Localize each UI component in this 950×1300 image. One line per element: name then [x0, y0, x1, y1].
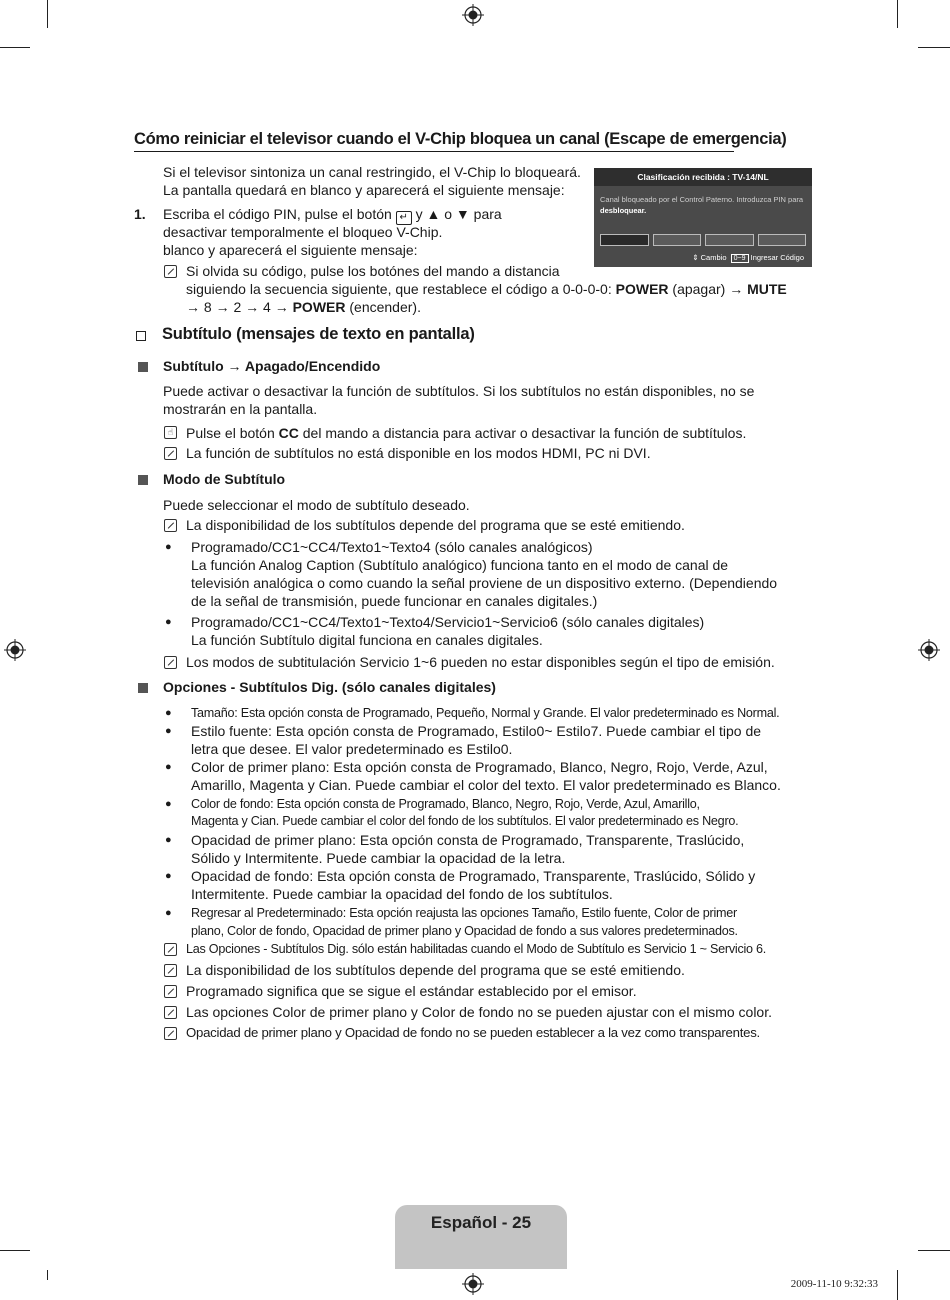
crop-mark [918, 47, 950, 48]
body-text: mostrarán en la pantalla. [163, 401, 318, 417]
osd-cambio: Cambio [700, 253, 727, 262]
pin-field[interactable] [758, 234, 807, 246]
list-item: letra que desee. El valor predeterminado es Estilo0. [191, 741, 513, 757]
checkbox-bullet-icon [136, 331, 146, 341]
crop-mark [0, 1250, 30, 1251]
note-text [186, 280, 787, 298]
crop-mark [897, 0, 898, 28]
note-text [186, 298, 421, 316]
registration-mark-icon [462, 4, 484, 26]
remote-button-icon: ☝ [164, 426, 177, 439]
step-text: y ▲ o ▼ para [415, 206, 502, 222]
square-bullet-icon [138, 475, 148, 485]
note-icon [164, 265, 177, 278]
subsection-heading: Modo de Subtítulo [163, 471, 286, 487]
pin-field[interactable] [600, 234, 649, 246]
bullet-icon: ● [165, 907, 172, 919]
list-item: Programado/CC1~CC4/Texto1~Texto4 (sólo canales analógicos) [191, 539, 593, 555]
intro-line: Si el televisor sintoniza un canal restringido, el V-Chip lo bloqueará. [163, 164, 581, 180]
note-text: La disponibilidad de los subtítulos depende del programa que se esté emitiendo. [186, 517, 685, 533]
note-text-part: (encender). [345, 299, 421, 315]
pin-field[interactable] [705, 234, 754, 246]
list-item: Opacidad de fondo: Esta opción consta de Programado, Transparente, Traslúcido, Sólido y [191, 868, 756, 884]
osd-key: 0~9 [731, 254, 749, 263]
up-down-icon: ⇕ [692, 253, 699, 262]
bullet-icon: ● [165, 707, 172, 719]
subsection-heading: Opciones - Subtítulos Dig. (sólo canales digitales) [163, 679, 496, 695]
pin-fields [600, 234, 806, 246]
section-heading: Subtítulo (mensajes de texto en pantalla) [162, 325, 475, 343]
list-item: Magenta y Cian. Puede cambiar el color del fondo de los subtítulos. El valor predeterminado es Negro. [191, 814, 739, 828]
list-item: televisión analógica o como cuando la señal proviene de un dispositivo externo. (Dependiendo [191, 575, 778, 591]
note-text-part: Pulse el botón [186, 425, 279, 441]
osd-message [600, 194, 803, 216]
crop-mark [47, 0, 48, 28]
bullet-icon: ● [165, 541, 172, 553]
osd-ingresar: Ingresar Código [750, 253, 804, 262]
step-line [163, 205, 502, 225]
bullet-icon: ● [165, 798, 172, 810]
list-item: Sólido y Intermitente. Puede cambiar la opacidad de la letra. [191, 850, 566, 866]
print-timestamp: 2009-11-10 9:32:33 [790, 1278, 878, 1290]
osd-message-line: Canal bloqueado por el Control Paterno. Introduzca PIN para [600, 195, 804, 204]
list-item: Amarillo, Magenta y Cian. Puede cambiar el color del texto. El valor predeterminado es Blanco. [191, 777, 781, 793]
note-text: Programado significa que se sigue el estándar establecido por el emisor. [186, 983, 637, 999]
square-bullet-icon [138, 683, 148, 693]
list-item: plano, Color de fondo, Opacidad de primer plano y Opacidad de fondo a sus valores predeterminados. [191, 924, 738, 938]
osd-screen [594, 168, 812, 267]
note-text-part: del mando a distancia para activar o desactivar la función de subtítulos. [298, 425, 747, 441]
registration-mark-icon [4, 639, 26, 661]
bullet-icon: ● [165, 870, 172, 882]
bullet-icon: ● [165, 834, 172, 846]
crop-mark [47, 1270, 48, 1280]
step-number: 1. [134, 206, 146, 222]
osd-header: Clasificación recibida : TV-14/NL [594, 168, 812, 186]
note-icon [164, 1006, 177, 1019]
enter-button-icon: ↵ [396, 211, 412, 225]
list-item: Intermitente. Puede cambiar la opacidad del fondo de los subtítulos. [191, 886, 613, 902]
crop-mark [918, 1250, 950, 1251]
crop-mark [0, 47, 30, 48]
page-title: Cómo reiniciar el televisor cuando el V-Chip bloquea un canal (Escape de emergencia) [134, 130, 734, 152]
power-key-label: POWER [292, 299, 346, 315]
list-item: Tamaño: Esta opción consta de Programado, Pequeño, Normal y Grande. El valor predeterminado es Normal. [191, 706, 780, 720]
note-text-part: → 8 → 2 → 4 → [186, 299, 293, 315]
subsection-heading: Subtítulo → Apagado/Encendido [163, 358, 381, 374]
registration-mark-icon [462, 1273, 484, 1295]
note-icon [164, 447, 177, 460]
list-item: Programado/CC1~CC4/Texto1~Texto4/Servicio1~Servicio6 (sólo canales digitales) [191, 614, 705, 630]
list-item: Color de fondo: Esta opción consta de Programado, Blanco, Negro, Rojo, Verde, Azul, Amarillo, [191, 797, 700, 811]
list-item: Regresar al Predeterminado: Esta opción reajusta las opciones Tamaño, Estilo fuente, Color de primer [191, 906, 737, 920]
list-item: La función Subtítulo digital funciona en canales digitales. [191, 632, 543, 648]
note-text: La disponibilidad de los subtítulos depende del programa que se esté emitiendo. [186, 962, 685, 978]
note-icon [164, 656, 177, 669]
note-text: Las opciones Color de primer plano y Color de fondo no se pueden ajustar con el mismo color. [186, 1004, 772, 1020]
list-item: de la señal de transmisión, puede funcionar en canales digitales.) [191, 593, 598, 609]
note-text [186, 424, 746, 442]
note-text-part: siguiendo la secuencia siguiente, que restablece el código a 0-0-0-0: [186, 281, 616, 297]
intro-line: La pantalla quedará en blanco y aparecerá el siguiente mensaje: [163, 182, 565, 198]
square-bullet-icon [138, 362, 148, 372]
registration-mark-icon [918, 639, 940, 661]
note-icon [164, 985, 177, 998]
osd-message-line: desbloquear. [600, 206, 647, 215]
cc-key-label: CC [278, 425, 299, 441]
list-item: La función Analog Caption (Subtítulo analógico) funciona tanto en el modo de canal de [191, 557, 729, 573]
note-text: La función de subtítulos no está disponible en los modos HDMI, PC ni DVI. [186, 445, 651, 461]
crop-mark [897, 1270, 898, 1300]
note-text: Los modos de subtitulación Servicio 1~6 pueden no estar disponibles según el tipo de emisión. [186, 654, 775, 670]
note-icon [164, 943, 177, 956]
bullet-icon: ● [165, 725, 172, 737]
list-item: Color de primer plano: Esta opción consta de Programado, Blanco, Negro, Rojo, Verde, Azul, [191, 759, 768, 775]
body-text: Puede activar o desactivar la función de subtítulos. Si los subtítulos no están disponibles, no se [163, 383, 755, 399]
note-text: Las Opciones - Subtítulos Dig. sólo están habilitadas cuando el Modo de Subtítulo es Servicio 1 ~ Servicio 6. [186, 942, 767, 956]
list-item: Estilo fuente: Esta opción consta de Programado, Estilo0~ Estilo7. Puede cambiar el tipo de [191, 723, 762, 739]
bullet-icon: ● [165, 616, 172, 628]
note-text-part: (apagar) → [668, 281, 748, 297]
osd-footer [692, 253, 804, 262]
note-icon [164, 964, 177, 977]
note-icon [164, 519, 177, 532]
note-text: Opacidad de primer plano y Opacidad de fondo no se pueden establecer a la vez como transparentes. [186, 1025, 760, 1040]
list-item: Opacidad de primer plano: Esta opción consta de Programado, Transparente, Traslúcido, [191, 832, 745, 848]
step-line: desactivar temporalmente el bloqueo V-Chip. [163, 224, 443, 240]
mute-key-label: MUTE [747, 281, 787, 297]
body-text: Puede seleccionar el modo de subtítulo deseado. [163, 497, 470, 513]
pin-field[interactable] [653, 234, 702, 246]
note-icon [164, 1027, 177, 1040]
step-text: Escriba el código PIN, pulse el botón [163, 206, 392, 222]
bullet-icon: ● [165, 761, 172, 773]
power-key-label: POWER [615, 281, 669, 297]
note-text: Si olvida su código, pulse los botónes del mando a distancia [186, 263, 560, 279]
step-line: blanco y aparecerá el siguiente mensaje: [163, 242, 418, 258]
page-number: Español - 25 [430, 1213, 532, 1232]
